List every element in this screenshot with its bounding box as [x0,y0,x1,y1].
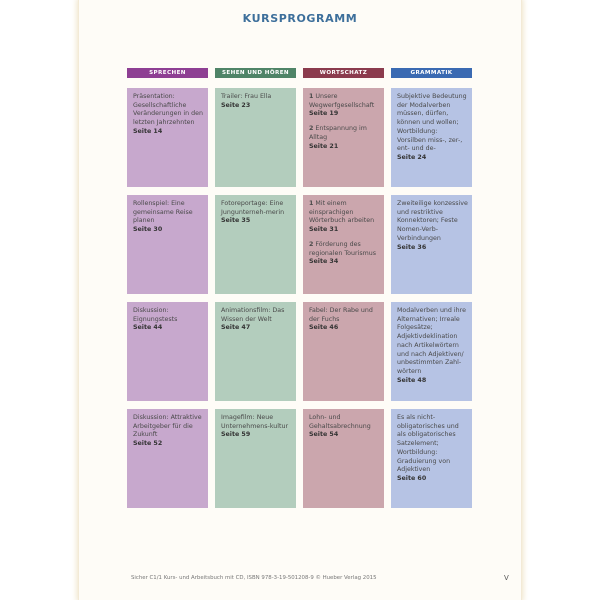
document-page [79,0,521,600]
entry-topic: Subjektive Bedeutung der Modalverben müssen, dürfen, können und wollen; Wortbildung: Vorsilben miss-, zer-, ent- und de- [397,93,467,153]
entry-topic: Unsere Wegwerfgesellschaft [309,93,375,109]
entry-topic: Animationsfilm: Das Wissen der Welt [221,307,285,323]
page-reference: Seite 34 [309,258,339,266]
page-reference: Seite 46 [309,324,339,332]
entry-topic: Imagefilm: Neue Unternehmens-kultur [221,414,289,430]
page-reference: Seite 35 [221,217,251,225]
lesson-entry [309,307,380,333]
entry-topic: Es als nicht-obligatorisches und als obligatorisches Satzelement; Wortbildung: Graduierung von Adjektiven [397,414,459,474]
page-reference: Seite 54 [309,431,339,439]
entry-topic: Förderung des regionalen Tourismus [309,240,377,257]
lesson-card-sehen [215,88,296,187]
footer-copyright: Sicher C1/1 Kurs- und Arbeitsbuch mit CD, ISBN 978-3-19-501208-9 © Hueber Verlag 2015 [131,575,377,581]
page-number: V [504,574,509,582]
entry-topic: Diskussion: Attraktive Arbeitgeber für die Zukunft [133,414,202,439]
lesson-card-sprechen [127,409,208,508]
lesson-entry [221,93,292,110]
entry-topic: Mit einem einsprachigen Wörterbuch arbeiten [309,200,375,225]
lesson-card-wortschatz [303,195,384,294]
page-reference: Seite 52 [133,440,163,448]
column-header-wortschatz: WORTSCHATZ [303,68,384,78]
entry-topic: Präsentation: Gesellschaftliche Veränderungen in den letzten Jahrzehnten [133,93,204,127]
page-reference: Seite 14 [133,127,163,135]
page-reference: Seite 60 [397,474,427,482]
entry-topic: Lohn- und Gehaltsabrechnung [309,414,371,430]
entry-topic: Fotoreportage: Eine Jungunterneh-merin [221,200,285,216]
page-reference: Seite 19 [309,110,339,118]
page-reference: Seite 30 [133,226,163,234]
entry-topic: Fabel: Der Rabe und der Fuchs [309,307,373,323]
lesson-entry [309,241,380,267]
entry-number: 1 [309,200,314,207]
column-header-sprechen: SPRECHEN [127,68,208,78]
lesson-card-grammatik [391,195,472,294]
page-reference: Seite 24 [397,153,427,161]
entry-topic: Trailer: Frau Ella [221,93,272,100]
lesson-entry [309,93,380,119]
lesson-card-sprechen [127,302,208,401]
entry-topic: Diskussion: Eignungstests [133,307,178,323]
page-reference: Seite 31 [309,226,339,234]
lesson-card-sprechen [127,195,208,294]
entry-number: 2 [309,125,314,133]
lesson-card-grammatik [391,409,472,508]
page-reference: Seite 44 [133,324,163,332]
lesson-entry [397,307,468,385]
entry-topic: Zweiteilige konzessive und restriktive Konnektoren; Feste Nomen-Verb-Verbindungen [397,200,468,242]
lesson-card-sprechen [127,88,208,187]
lesson-entry [309,200,380,235]
lesson-card-grammatik [391,302,472,401]
lesson-entry [221,200,292,226]
lesson-entry [397,414,468,484]
lesson-entry [221,414,292,440]
lesson-entry [397,93,468,163]
lesson-entry [309,414,380,440]
lesson-entry [309,125,380,151]
lesson-entry [133,200,204,235]
entry-number: 1 [309,93,314,100]
lesson-entry [397,200,468,252]
page-reference: Seite 36 [397,243,427,251]
page-reference: Seite 59 [221,431,251,439]
lesson-card-sehen [215,302,296,401]
lesson-entry [133,414,204,449]
lesson-entry [133,93,204,137]
page-reference: Seite 48 [397,376,427,384]
entry-topic: Rollenspiel: Eine gemeinsame Reise planen [133,200,193,225]
column-header-sehen-und-hoeren: SEHEN UND HÖREN [215,68,296,78]
lesson-entry [221,307,292,333]
lesson-entry [133,307,204,333]
lesson-card-sehen [215,409,296,508]
lesson-card-grammatik [391,88,472,187]
page-reference: Seite 21 [309,142,339,150]
lesson-card-wortschatz [303,302,384,401]
page-title: KURSPROGRAMM [242,12,358,25]
entry-topic: Modalverben und ihre Alternativen; Irreale Folgesätze; Adjektivdeklination nach Artikelwörtern und nach Adjektiven/ unbestimmten Zahl-wörtern [397,307,466,375]
lesson-card-wortschatz [303,88,384,187]
lesson-card-sehen [215,195,296,294]
entry-topic: Entspannung im Alltag [309,125,367,141]
entry-number: 2 [309,240,314,248]
lesson-card-wortschatz [303,409,384,508]
column-header-grammatik: GRAMMATIK [391,68,472,78]
page-reference: Seite 23 [221,101,251,109]
page-reference: Seite 47 [221,324,251,332]
